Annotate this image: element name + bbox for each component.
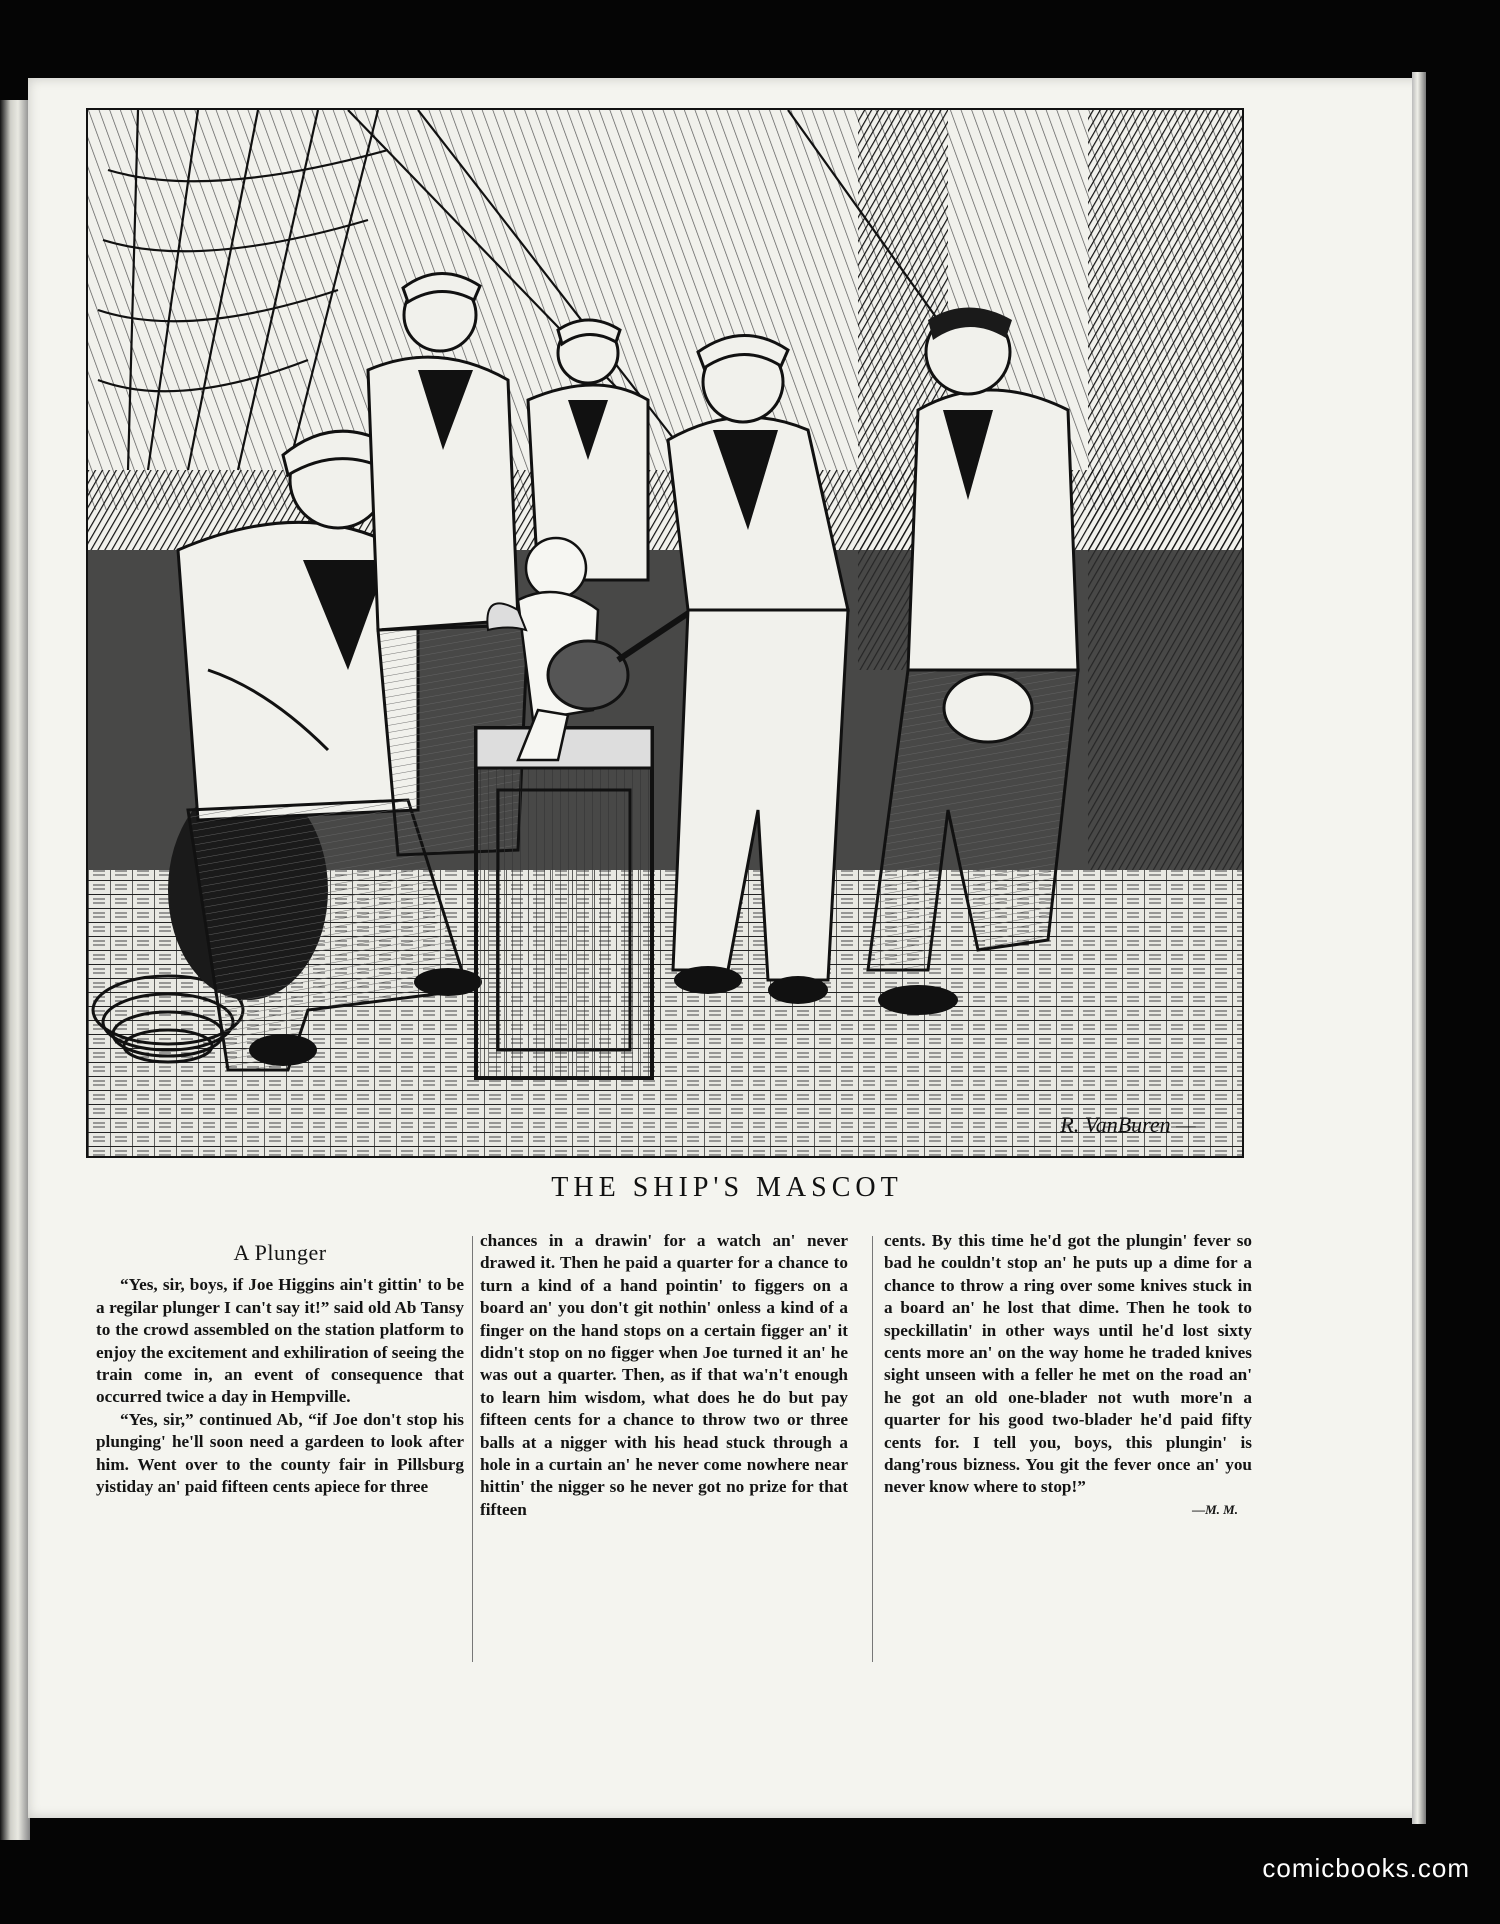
paragraph-1: “Yes, sir, boys, if Joe Higgins ain't gittin' to be a regilar plunger I can't say it!” said old Ab Tansy to the crowd assembled on the station platform to enjoy the excitement and exhiliration of seeing the train come in, an event of consequence that occurred twice a day in Hempville. [96,1275,464,1407]
mascot-crate [476,728,652,1078]
article-title: A Plunger [233,1240,327,1265]
ships-mascot-illustration [86,108,1244,1158]
artist-signature: R. VanBuren — [1060,1112,1196,1137]
column-divider-1 [472,1236,473,1662]
site-watermark: comicbooks.com [1262,1853,1470,1883]
paragraph-2: “Yes, sir,” continued Ab, “if Joe don't stop his plunging' he'll soon need a gardeen to look after him. Went over to the county fair in Pillsburg yistiday an' paid fifteen cents apiece for three [96,1409,464,1497]
article-columns [96,1230,1266,1670]
previous-page-edge [0,100,30,1840]
paragraph-2-end: cents. By this time he'd got the plungin' fever so bad he couldn't stop an' he puts up a dime for a chance to throw a ring over some knives stuck in a board an' he lost that dime. Then he took to speckillatin' in other ways until he'd lost sixty cents more an' on the way home he traded knives sight unseen with a feller he met on the road an' he got an old one-blader not wuth more'n a quarter for his good two-blader he'd paid fifty cents for. I tell you, boys, this plungin' is dang'rous bizness. You git the fever once an' you never know where to stop!” [884,1231,1252,1497]
column-1 [96,1230,464,1498]
column-divider-2 [872,1236,873,1662]
author-signature: —M. M. [1192,1501,1238,1517]
illustration-drawing [88,110,1242,1156]
column-2 [480,1230,848,1521]
page-edge [1412,72,1426,1824]
paragraph-2-continued: chances in a drawin' for a watch an' never drawed it. Then he paid a quarter for a chance to turn a kind of a hand pointin' to figgers on a board an' you don't git nothin' onless a kind of a finger on the hand stops on a certain figger an' it didn't stop on no figger when Joe turned it an' he was out a quarter. Then, as if that wa'n't enough to learn him wisdom, what does he do but pay fifteen cents for a chance to throw two or three balls at a nigger with his head stuck through a hole in a curtain an' he never come nowhere near hittin' the nigger so he never got no prize for that fifteen [480,1231,848,1519]
column-3 [884,1230,1252,1521]
illustration-caption: THE SHIP'S MASCOT [551,1172,903,1203]
